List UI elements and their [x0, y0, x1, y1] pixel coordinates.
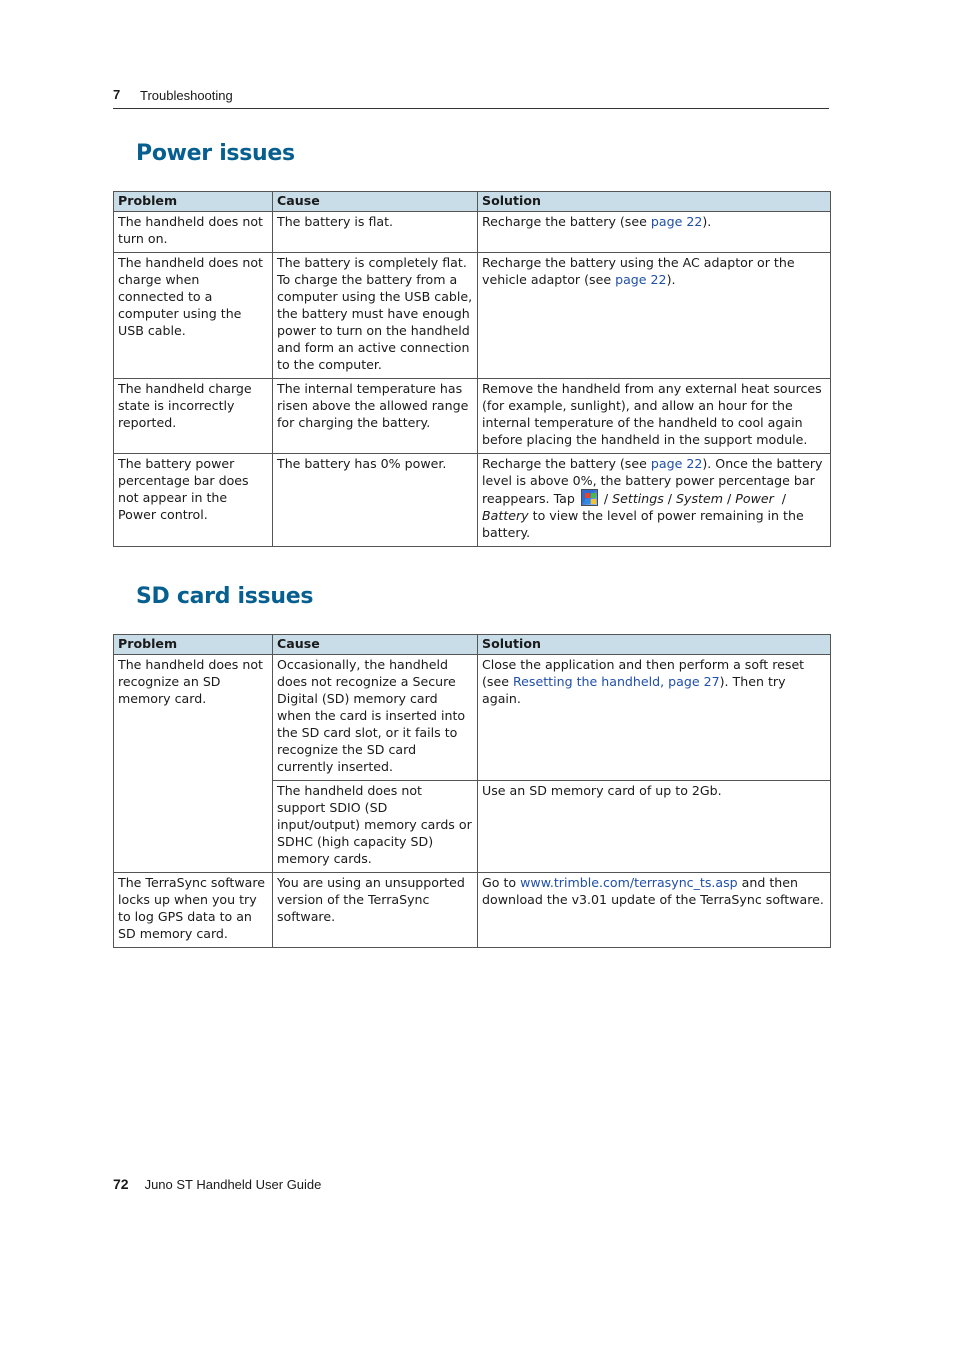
solution-cell: Remove the handheld from any external heat sources (for example, sunlight), and allow an hour for the internal temperature of the handheld to cool again before placing the handheld in the support module.: [478, 379, 831, 454]
nav-power: Power: [735, 491, 774, 506]
page-number: 72: [113, 1176, 129, 1192]
problem-cell: The handheld does not charge when connected to a computer using the USB cable.: [114, 253, 273, 379]
column-header-problem: Problem: [114, 192, 273, 212]
cause-cell: The battery has 0% power.: [273, 454, 478, 547]
column-header-solution: Solution: [478, 192, 831, 212]
solution-cell: Use an SD memory card of up to 2Gb.: [478, 781, 831, 873]
solution-cell: Recharge the battery (see page 22). Once the battery level is above 0%, the battery power percentage bar reappears. Tap / Settings / System / Power / Battery to view the level of power remaining in the battery.: [478, 454, 831, 547]
problem-cell: The TerraSync software locks up when you try to log GPS data to an SD memory card.: [114, 873, 273, 948]
nav-battery: Battery: [482, 508, 529, 523]
windows-start-icon: [581, 489, 598, 506]
cause-cell: You are using an unsupported version of the TerraSync software.: [273, 873, 478, 948]
table-row: [114, 454, 831, 547]
table-row: [114, 655, 831, 781]
column-header-problem: Problem: [114, 635, 273, 655]
table-header-row: [114, 635, 831, 655]
page-link[interactable]: page 22: [650, 456, 703, 471]
reset-link[interactable]: Resetting the handheld, page 27: [512, 674, 720, 689]
cause-cell: Occasionally, the handheld does not recognize a Secure Digital (SD) memory card when the card is inserted into the SD card slot, or it fails to recognize the SD card currently inserted.: [273, 655, 478, 781]
cause-cell: The internal temperature has risen above the allowed range for charging the battery.: [273, 379, 478, 454]
problem-cell: The battery power percentage bar does not appear in the Power control.: [114, 454, 273, 547]
problem-cell: The handheld does not recognize an SD memory card.: [114, 655, 273, 873]
document-title: Juno ST Handheld User Guide: [144, 1177, 322, 1192]
table-row: [114, 253, 831, 379]
terrasync-url-link[interactable]: www.trimble.com/terrasync_ts.asp: [520, 875, 738, 890]
nav-settings: Settings: [612, 491, 664, 506]
chapter-number: 7: [113, 87, 121, 102]
column-header-cause: Cause: [273, 192, 478, 212]
nav-system: System: [676, 491, 724, 506]
solution-cell: Recharge the battery using the AC adaptor or the vehicle adaptor (see page 22).: [478, 253, 831, 379]
solution-cell: Go to www.trimble.com/terrasync_ts.asp and then download the v3.01 update of the TerraSync software.: [478, 873, 831, 948]
problem-cell: The handheld charge state is incorrectly reported.: [114, 379, 273, 454]
table-row: [114, 212, 831, 253]
solution-cell: Close the application and then perform a soft reset (see Resetting the handheld, page 27). Then try again.: [478, 655, 831, 781]
running-header: [113, 86, 829, 109]
table-row: [114, 873, 831, 948]
solution-cell: Recharge the battery (see page 22).: [478, 212, 831, 253]
cause-cell: The battery is flat.: [273, 212, 478, 253]
cause-cell: The handheld does not support SDIO (SD input/output) memory cards or SDHC (high capacity SD) memory cards.: [273, 781, 478, 873]
sd-card-issues-heading: SD card issues: [136, 584, 314, 609]
cause-cell: The battery is completely flat. To charge the battery from a computer using the USB cable, the battery must have enough power to turn on the handheld and form an active connection to the computer.: [273, 253, 478, 379]
table-row: [114, 379, 831, 454]
column-header-cause: Cause: [273, 635, 478, 655]
sd-card-issues-table: [113, 634, 831, 948]
page-link[interactable]: page 22: [650, 214, 703, 229]
column-header-solution: Solution: [478, 635, 831, 655]
problem-cell: The handheld does not turn on.: [114, 212, 273, 253]
chapter-title: Troubleshooting: [140, 88, 233, 103]
table-header-row: [114, 192, 831, 212]
page-link[interactable]: page 22: [615, 272, 667, 287]
power-issues-heading: Power issues: [136, 141, 295, 166]
power-issues-table: [113, 191, 831, 547]
page-footer: [113, 1176, 321, 1192]
